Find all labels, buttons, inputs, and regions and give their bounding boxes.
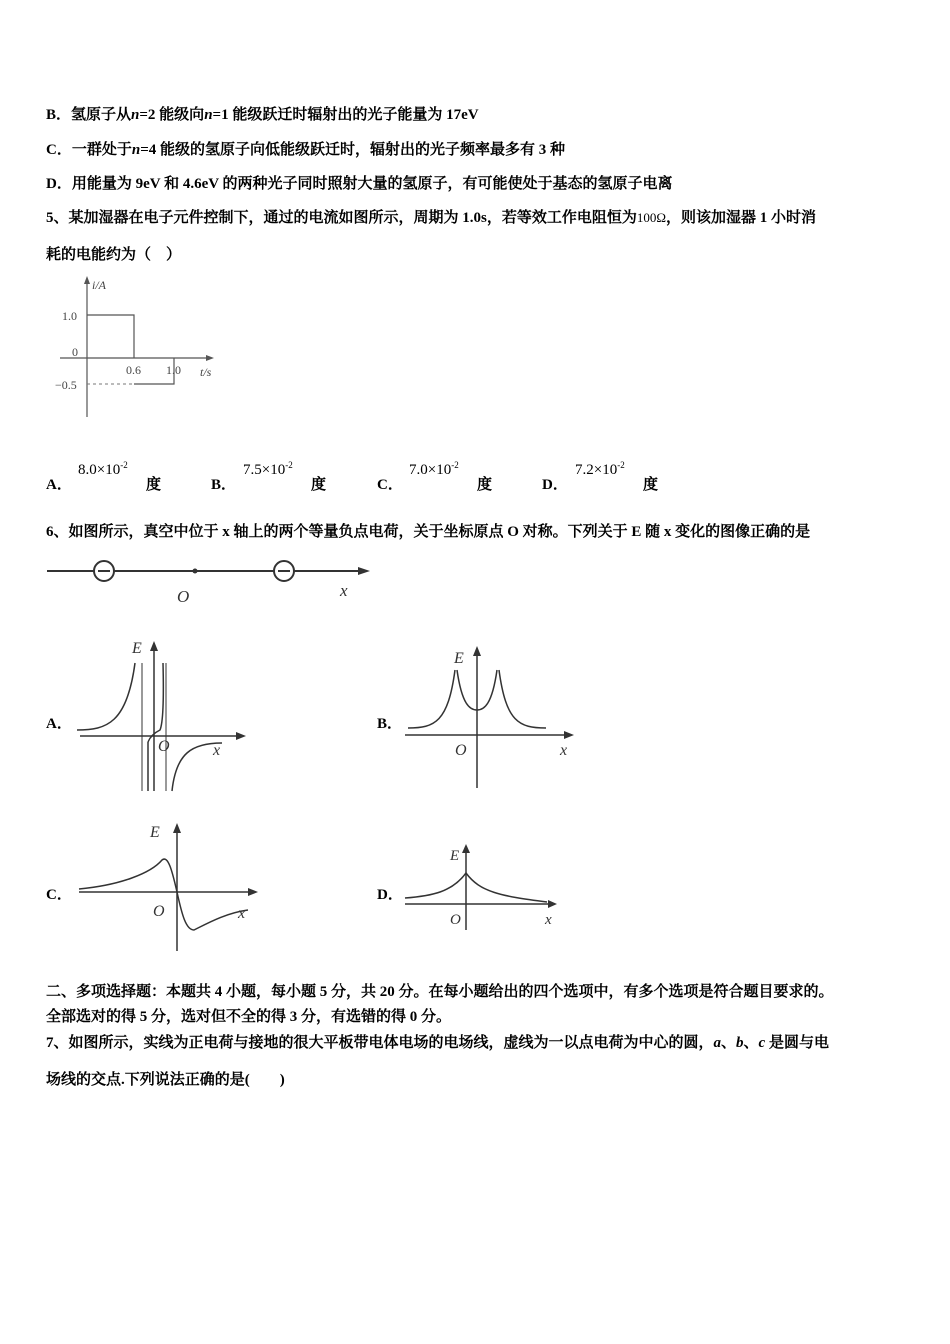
q5-option-d-value: $7.2\times 10^{-2}$ xyxy=(575,460,625,478)
y-tick-neg: −0.5 xyxy=(55,378,77,392)
q6-charge-axis xyxy=(44,555,384,610)
y-axis-label: i/A xyxy=(92,278,106,292)
x-axis-label: t/s xyxy=(200,365,212,379)
q5-option-a-value: $8.0\times 10^{-2}$ xyxy=(78,460,128,478)
q5-option-b-value: $7.5\times 10^{-2}$ xyxy=(243,460,293,478)
q4-option-d: D．用能量为 9eV 和 4.6eV 的两种光子同时照射大量的氢原子，有可能使处于基态的氢原子电离 xyxy=(46,176,673,192)
y-tick-1: 1.0 xyxy=(62,309,77,323)
origin: O xyxy=(158,738,170,755)
y-label: E xyxy=(132,640,142,657)
axis-label: x xyxy=(340,581,348,600)
q5-option-a-unit: 度 xyxy=(146,477,162,493)
x-label: x xyxy=(560,742,568,759)
q4-option-c: C．一群处于n=4 能级的氢原子向低能级跃迁时，辐射出的光子频率最多有 3 种 xyxy=(46,142,566,158)
q5-option-b-unit: 度 xyxy=(311,477,327,493)
q6-option-c-letter: C． xyxy=(46,887,72,903)
x-tick-06: 0.6 xyxy=(126,363,141,377)
q6-option-a-letter: A． xyxy=(46,716,72,732)
origin: O xyxy=(153,903,165,920)
origin: O xyxy=(450,912,461,928)
y-label: E xyxy=(450,848,460,864)
origin-label: O xyxy=(177,587,190,606)
q5-option-d-unit: 度 xyxy=(643,477,659,493)
q7-stem-line2: 场线的交点.下列说法正确的是( ) xyxy=(46,1072,285,1088)
q5-option-d-letter: D． xyxy=(542,477,568,493)
y-tick-0: 0 xyxy=(72,345,78,359)
q6-option-b-graph xyxy=(400,640,585,792)
q6-option-d-graph xyxy=(402,840,572,935)
q5-option-b-letter: B． xyxy=(211,477,237,493)
y-label: E xyxy=(150,824,160,841)
section2-line1: 二、多项选择题：本题共 4 小题，每小题 5 分，共 20 分。在每小题给出的四个选项中，有多个选项是符合题目要求的。 xyxy=(46,984,834,1000)
section2-line2: 全部选对的得 5 分，选对但不全的得 3 分，有选错的得 0 分。 xyxy=(46,1009,452,1025)
q7-stem-line1: 7、如图所示，实线为正电荷与接地的很大平板带电体电场的电场线，虚线为一以点电荷为中心的圆，a、b、c 是圆与电 xyxy=(46,1035,829,1051)
q5-option-c-value: $7.0\times 10^{-2}$ xyxy=(409,460,459,478)
q6-option-d-letter: D． xyxy=(377,887,403,903)
q5-option-a-letter: A． xyxy=(46,477,72,493)
q5-current-graph xyxy=(50,272,230,422)
q5-option-c-letter: C． xyxy=(377,477,403,493)
q4-option-b: B．氢原子从n=2 能级向n=1 能级跃迁时辐射出的光子能量为 17eV xyxy=(46,107,479,123)
q5-stem-line1: 5、某加湿器在电子元件控制下，通过的电流如图所示，周期为 1.0s，若等效工作电阻恒为100Ω，则该加湿器 1 小时消 xyxy=(46,210,817,226)
x-label: x xyxy=(213,742,221,759)
y-label: E xyxy=(454,650,464,667)
x-label: x xyxy=(238,905,246,922)
q6-stem: 6、如图所示，真空中位于 x 轴上的两个等量负点电荷，关于坐标原点 O 对称。下列关于 E 随 x 变化的图像正确的是 xyxy=(46,524,811,540)
x-tick-10: 1.0 xyxy=(166,363,181,377)
x-label: x xyxy=(545,912,552,928)
origin: O xyxy=(455,742,467,759)
q6-option-a-graph xyxy=(72,633,257,798)
q5-stem-line2: 耗的电能约为（ ） xyxy=(46,247,182,263)
q6-option-c-graph xyxy=(76,815,266,955)
q6-option-b-letter: B． xyxy=(377,716,403,732)
q5-option-c-unit: 度 xyxy=(477,477,493,493)
